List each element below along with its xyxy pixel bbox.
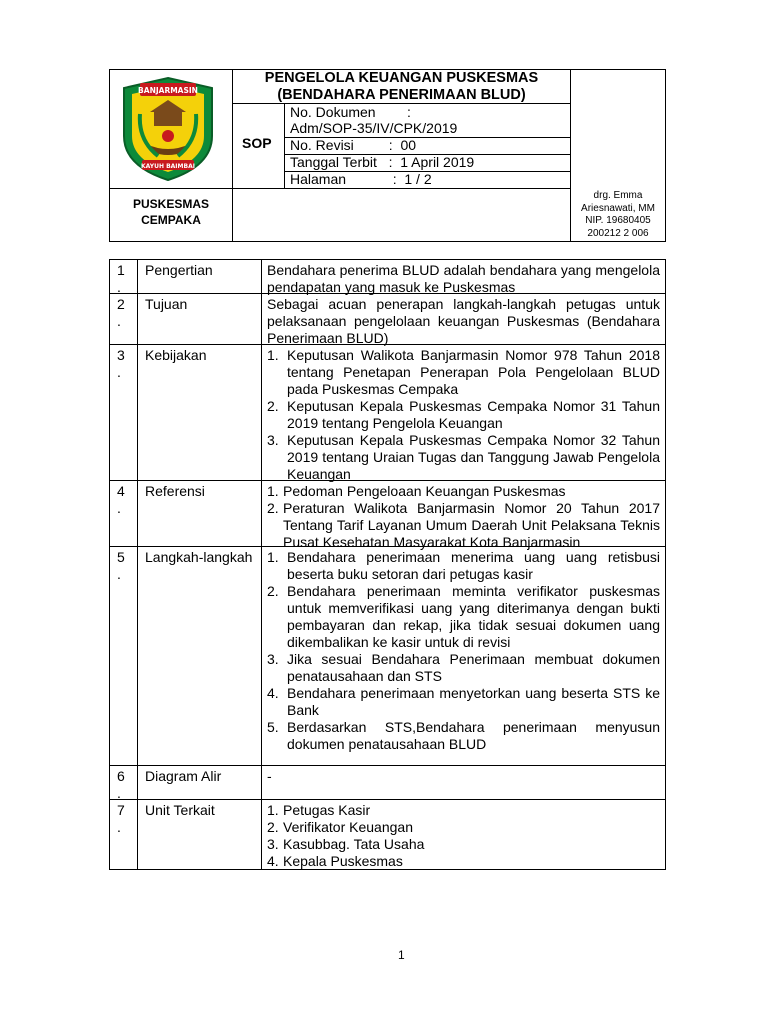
row-4-list: [267, 483, 660, 551]
list-item: 1. Petugas Kasir: [267, 802, 371, 818]
list-item: 2. Bendahara penerimaan meminta verifikator puskesmas untuk memverifikasi uang yang diterimanya dengan bukti pembayaran dan rekap, jika tidak sesuai dokumen uang dikembalikan ke kasir untuk di revisi: [267, 583, 660, 650]
row-1-text: Bendahara penerima BLUD adalah bendahara yang mengelola pendapatan yang masuk ke Puskesmas: [267, 262, 660, 295]
signatory-line-1: drg. Emma: [593, 190, 643, 201]
signatory-line-4: 200212 2 006: [587, 227, 649, 239]
logo-text-bottom: KAYUH BAIMBAI: [141, 163, 195, 170]
list-item: 4. Bendahara penerimaan menyetorkan uang beserta STS ke Bank: [267, 685, 660, 718]
row-5-list: [267, 549, 660, 753]
list-item: 3. Keputusan Kepala Puskesmas Cempaka Nomor 32 Tahun 2019 tentang Uraian Tugas dan Tanggung Jawab Pengelola Keuangan: [267, 432, 660, 482]
row-7-number: 7 .: [117, 802, 125, 835]
row-1-label: Pengertian: [145, 262, 213, 278]
page-number: 1: [398, 948, 405, 962]
list-item: 2. Peraturan Walikota Banjarmasin Nomor 20 Tahun 2017 Tentang Tarif Layanan Umum Daerah Unit Pelaksana Teknis Pusat Kesehatan Masyarakat Kota Banjarmasin: [267, 500, 660, 550]
row-6-number: 6 .: [117, 768, 125, 801]
list-item: 4. Kepala Puskesmas: [267, 853, 403, 869]
puskesmas-line-2: CEMPAKA: [141, 213, 201, 227]
list-item: 2. Keputusan Kepala Puskesmas Cempaka Nomor 31 Tahun 2019 tentang Pengelola Keuangan: [267, 398, 660, 431]
row-4-label: Referensi: [145, 483, 205, 499]
signatory: [571, 190, 665, 240]
list-item: 1. Bendahara penerimaan menerima uang uang retisbusi beserta buku setoran dari petugas kasir: [267, 549, 660, 582]
signatory-line-3: NIP. 19680405: [585, 215, 651, 226]
list-item: 1. Pedoman Pengeloaan Keuangan Puskesmas: [267, 483, 566, 499]
row-6-text: -: [267, 768, 272, 784]
row-7-list: [267, 802, 660, 870]
row-2-text: Sebagai acuan penerapan langkah-langkah petugas untuk pelaksanaan pengelolaan keuangan Puskesmas (Bendahara Penerimaan BLUD): [267, 296, 660, 346]
signatory-line-2: Ariesnawati, MM: [581, 202, 655, 214]
puskesmas-name: [110, 196, 232, 228]
halaman: Halaman : 1 / 2: [290, 171, 432, 187]
list-item: 3. Jika sesuai Bendahara Penerimaan membuat dokumen penatausahaan dan STS: [267, 651, 660, 684]
list-item: 5. Berdasarkan STS,Bendahara penerimaan menyusun dokumen penatausahaan BLUD: [267, 719, 660, 752]
title-line-1: PENGELOLA KEUANGAN PUSKESMAS: [264, 70, 539, 86]
list-item: 1. Keputusan Walikota Banjarmasin Nomor 978 Tahun 2018 tentang Penetapan Penerapan Pola Pengelolaan BLUD pada Puskesmas Cempaka: [267, 347, 660, 397]
sop-label: SOP: [242, 135, 272, 151]
row-4-number: 4 .: [117, 483, 125, 516]
no-dokumen-sep: :: [407, 104, 411, 120]
row-3-list: [267, 347, 660, 483]
row-3-number: 3 .: [117, 347, 125, 380]
logo-text-top: BANJARMASIN: [138, 86, 198, 95]
list-item: 3. Kasubbag. Tata Usaha: [267, 836, 425, 852]
no-dokumen-value: Adm/SOP-35/IV/CPK/2019: [290, 120, 458, 136]
row-5-label: Langkah-langkah: [145, 549, 253, 565]
no-revisi: No. Revisi : 00: [290, 137, 417, 153]
puskesmas-line-1: PUSKESMAS: [132, 197, 209, 211]
row-5-number: 5 .: [117, 549, 125, 582]
row-2-label: Tujuan: [145, 296, 188, 312]
document-title: [233, 70, 570, 104]
row-2-number: 2 .: [117, 296, 125, 329]
list-item: 2. Verifikator Keuangan: [267, 819, 413, 835]
row-1-number: 1 .: [117, 262, 125, 295]
title-line-2: (BENDAHARA PENERIMAAN BLUD): [277, 87, 526, 103]
tanggal-terbit: Tanggal Terbit : 1 April 2019: [290, 154, 475, 170]
city-emblem-logo: [118, 74, 218, 184]
no-dokumen-label: No. Dokumen: [290, 104, 376, 120]
row-7-label: Unit Terkait: [145, 802, 215, 818]
row-3-label: Kebijakan: [145, 347, 207, 363]
row-6-label: Diagram Alir: [145, 768, 222, 784]
